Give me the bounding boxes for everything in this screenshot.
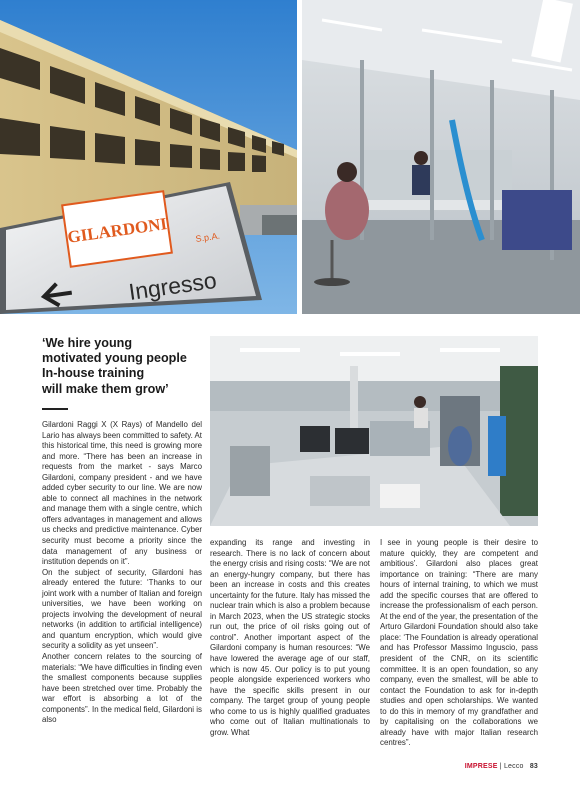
section-name: Lecco <box>503 763 524 770</box>
paragraph: expanding its range and investing in research. There is no lack of concern about the energy crisis and rising costs: “We are not an energy-hungry company, but there has been an increase in costs and this creates uncertainty for the future. Italy has missed the nuclear train which is also a problem because in March 2023, when the US strategic stocks run out, the price of oil risks going out of control”. Another important aspect of the Gilardoni company is human resources: “We have lowered the average age of our staff, which is now 45. Our policy is to put young people alongside experienced workers who have the specific skills present in our company. The target group of young people who come to us is highly qualified graduates who come out of Italian multinationals to grow. What <box>210 538 370 737</box>
article-headline <box>42 336 202 397</box>
footer-separator: | <box>499 763 502 770</box>
headline-line: In-house training <box>42 366 145 381</box>
sign-brand-text: GILARDONI <box>66 214 169 247</box>
sign-suffix-text: S.p.A. <box>194 230 221 244</box>
article-column-1 <box>42 420 202 726</box>
headline-line: motivated young people <box>42 351 187 366</box>
magazine-name: IMPRESE <box>464 763 498 770</box>
page-footer <box>465 763 538 770</box>
photo-workshop <box>210 336 538 526</box>
building-entrance-illustration <box>0 0 297 314</box>
headline-divider <box>42 408 68 410</box>
headline-line: will make them grow’ <box>42 381 169 396</box>
photo-building-entrance <box>0 0 297 314</box>
headline-line: ‘We hire young <box>42 336 133 350</box>
paragraph: Another concern relates to the sourcing of materials: “We have difficulties in finding even the smallest components because supplies have been stretched over time. Probably the war effort is absorbing a lot of the components”. In the medical field, Gilardoni is also <box>42 652 202 725</box>
workshop-illustration <box>210 336 538 526</box>
photo-laboratory <box>302 0 580 314</box>
sign-ingresso-text: Ingresso <box>127 266 219 305</box>
laboratory-illustration <box>302 0 580 314</box>
article-column-3 <box>380 538 538 749</box>
paragraph: On the subject of security, Gilardoni has already entered the future: ‘Thanks to our joint work with a number of Italian and foreign universities, we have been working on projects involving the development of neural networks (in addition to artificial intelligence) and quantum encryption, which would give security a solidity as yet unseen”. <box>42 567 202 651</box>
page-number: 83 <box>529 763 538 770</box>
paragraph: I see in young people is their desire to mature quickly, they are competent and ambitious’. Gilardoni also places great importance on training: “There are many hours of internal training, to which we must add the specific courses that are offered to increase the professionalism of each person. At the end of the year, the presentation of the Arturo Gilardoni Foundation should also take place: ‘The Foundation is already operational and has Professor Massimo Inguscio, pass president of the CNR, on its scientific committee. It is an open foundation, so any company, even the smallest, will be able to contact the Foundation to ask for in-depth studies and open scholarships. We wanted to do this in memory of my grandfather and by capitalising on the collaborations we already have with major Italian research centres”. <box>380 538 538 748</box>
paragraph: Gilardoni Raggi X (X Rays) of Mandello del Lario has always been committed to safety. At this historical time, this need is growing more and more. “There has been an increase in requests from the market - says Marco Gilardoni, company president - and we have added cyber security to our line. We are now able to connect all machines in the network and manage them with a single centre, which offers advantages in management and allows us checks and predictive maintenance. Cyber security must become a priority since the data management of any business or institution depends on it”. <box>42 420 202 567</box>
article-column-2 <box>210 538 370 738</box>
